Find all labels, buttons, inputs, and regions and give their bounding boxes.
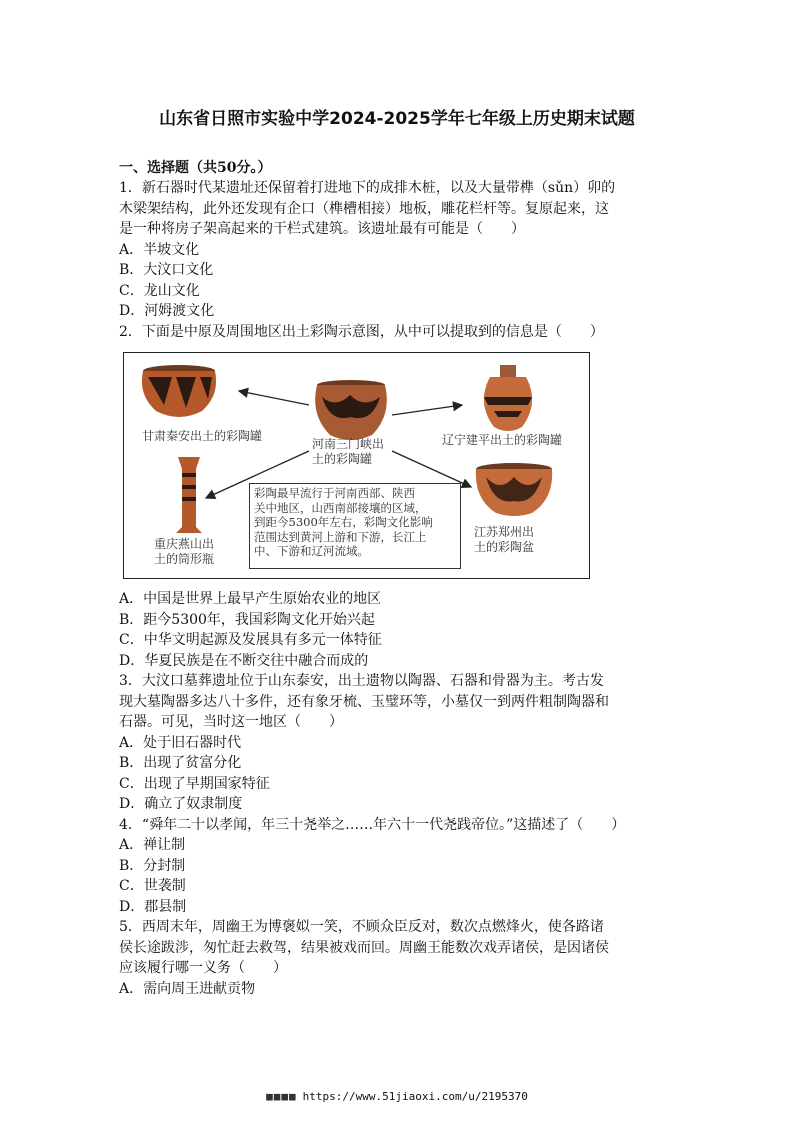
q2-option-b: B．距今5300年，我国彩陶文化开始兴起	[119, 612, 375, 628]
gansu-jar-image	[142, 365, 216, 417]
page-footer	[0, 1090, 794, 1103]
q4-option-c: C．世袭制	[119, 878, 186, 894]
q1-line-1: 1．新石器时代某遗址还保留着打进地下的成排木桩，以及大量带榫（sǔn）卯的	[119, 180, 616, 196]
figure-note-line-5: 中、下游和辽河流域。	[254, 544, 369, 558]
figure-note-box	[249, 483, 461, 569]
q1-option-b: B．大汶口文化	[119, 262, 214, 278]
q3-option-d: D．确立了奴隶制度	[119, 796, 243, 812]
figure-note-line-4: 范围达到黄河上游和下游，长江上	[254, 529, 427, 544]
figure-note-line-3: 到距今5300年左右，彩陶文化影响	[254, 515, 433, 529]
footer-mark: ■■■■	[266, 1090, 297, 1103]
liaoning-jar-label: 辽宁建平出土的彩陶罐	[442, 433, 563, 447]
q3-option-a: A．处于旧石器时代	[119, 735, 242, 751]
q3-line-2: 现大墓陶器多达八十多件，还有象牙梳、玉璧环等，小墓仅一到两件粗制陶器和	[119, 694, 609, 710]
q4-line-1: 4．“舜年二十以孝闻，年三十尧举之……年六十一代尧践帝位。”这描述了（ ）	[119, 817, 626, 833]
q2-line-1: 2．下面是中原及周围地区出土彩陶示意图，从中可以提取到的信息是（ ）	[119, 324, 604, 340]
q3-line-1: 3．大汶口墓葬遗址位于山东泰安，出土遗物以陶器、石器和骨器为主。考古发	[119, 673, 604, 689]
q1-option-c: C．龙山文化	[119, 283, 200, 299]
figure-note-line-1: 彩陶最早流行于河南西部、陕西	[254, 486, 415, 500]
q4-option-d: D．郡县制	[119, 899, 187, 915]
chongqing-vase-label-line-2: 土的筒形瓶	[154, 552, 215, 566]
q4-option-a: A．禅让制	[119, 837, 186, 853]
q1-option-d: D．河姆渡文化	[119, 303, 215, 319]
q1-option-a: A．半坡文化	[119, 242, 200, 258]
q5-line-2: 侯长途跋涉，匆忙赶去救驾，结果被戏而回。周幽王能数次戏弄诸侯，是因诸侯	[119, 940, 609, 956]
figure-note-line-2: 关中地区，山西南部接壤的区域，	[254, 500, 427, 515]
jiangsu-basin-image	[476, 463, 552, 516]
q2-option-d: D．华夏民族是在不断交往中融合而成的	[119, 653, 369, 669]
q2-option-a: A．中国是世界上最早产生原始农业的地区	[119, 591, 382, 607]
section-heading: 一、选择题（共50分。）	[119, 160, 272, 176]
henan-jar-label-line-1: 河南三门峡出	[312, 437, 385, 451]
q4-option-b: B．分封制	[119, 858, 186, 874]
henan-jar-label-line-2: 土的彩陶罐	[312, 452, 373, 466]
q5-option-a: A．需向周王进献贡物	[119, 981, 256, 997]
q3-line-3: 石器。可见，当时这一地区（ ）	[119, 714, 343, 730]
q5-line-1: 5．西周末年，周幽王为博褒姒一笑，不顾众臣反对，数次点燃烽火，使各路诸	[119, 919, 604, 935]
footer-url-link[interactable]: https://www.51jiaoxi.com/u/2195370	[302, 1090, 528, 1103]
jiangsu-basin-label-line-1: 江苏郑州出	[474, 525, 535, 539]
chongqing-vase-image	[176, 457, 202, 533]
q1-line-3: 是一种将房子架高起来的干栏式建筑。该遗址最有可能是（ ）	[119, 221, 525, 237]
liaoning-jar-image	[484, 365, 532, 431]
q3-option-b: B．出现了贫富分化	[119, 755, 242, 771]
chongqing-vase-label-line-1: 重庆燕山出	[154, 537, 215, 551]
q3-option-c: C．出现了早期国家特征	[119, 776, 270, 792]
q2-option-c: C．中华文明起源及发展具有多元一体特征	[119, 632, 382, 648]
page-title: 山东省日照市实验中学2024-2025学年七年级上历史期末试题	[159, 109, 635, 129]
q5-line-3: 应该履行哪一义务（ ）	[119, 960, 287, 976]
henan-jar-image	[315, 380, 387, 440]
q1-line-2: 木梁架结构，此外还发现有企口（榫槽相接）地板，雕花栏杆等。复原起来，这	[119, 201, 609, 217]
jiangsu-basin-label-line-2: 土的彩陶盆	[474, 540, 535, 554]
pottery-figure	[123, 352, 590, 579]
gansu-jar-label: 甘肃秦安出土的彩陶罐	[142, 429, 263, 443]
